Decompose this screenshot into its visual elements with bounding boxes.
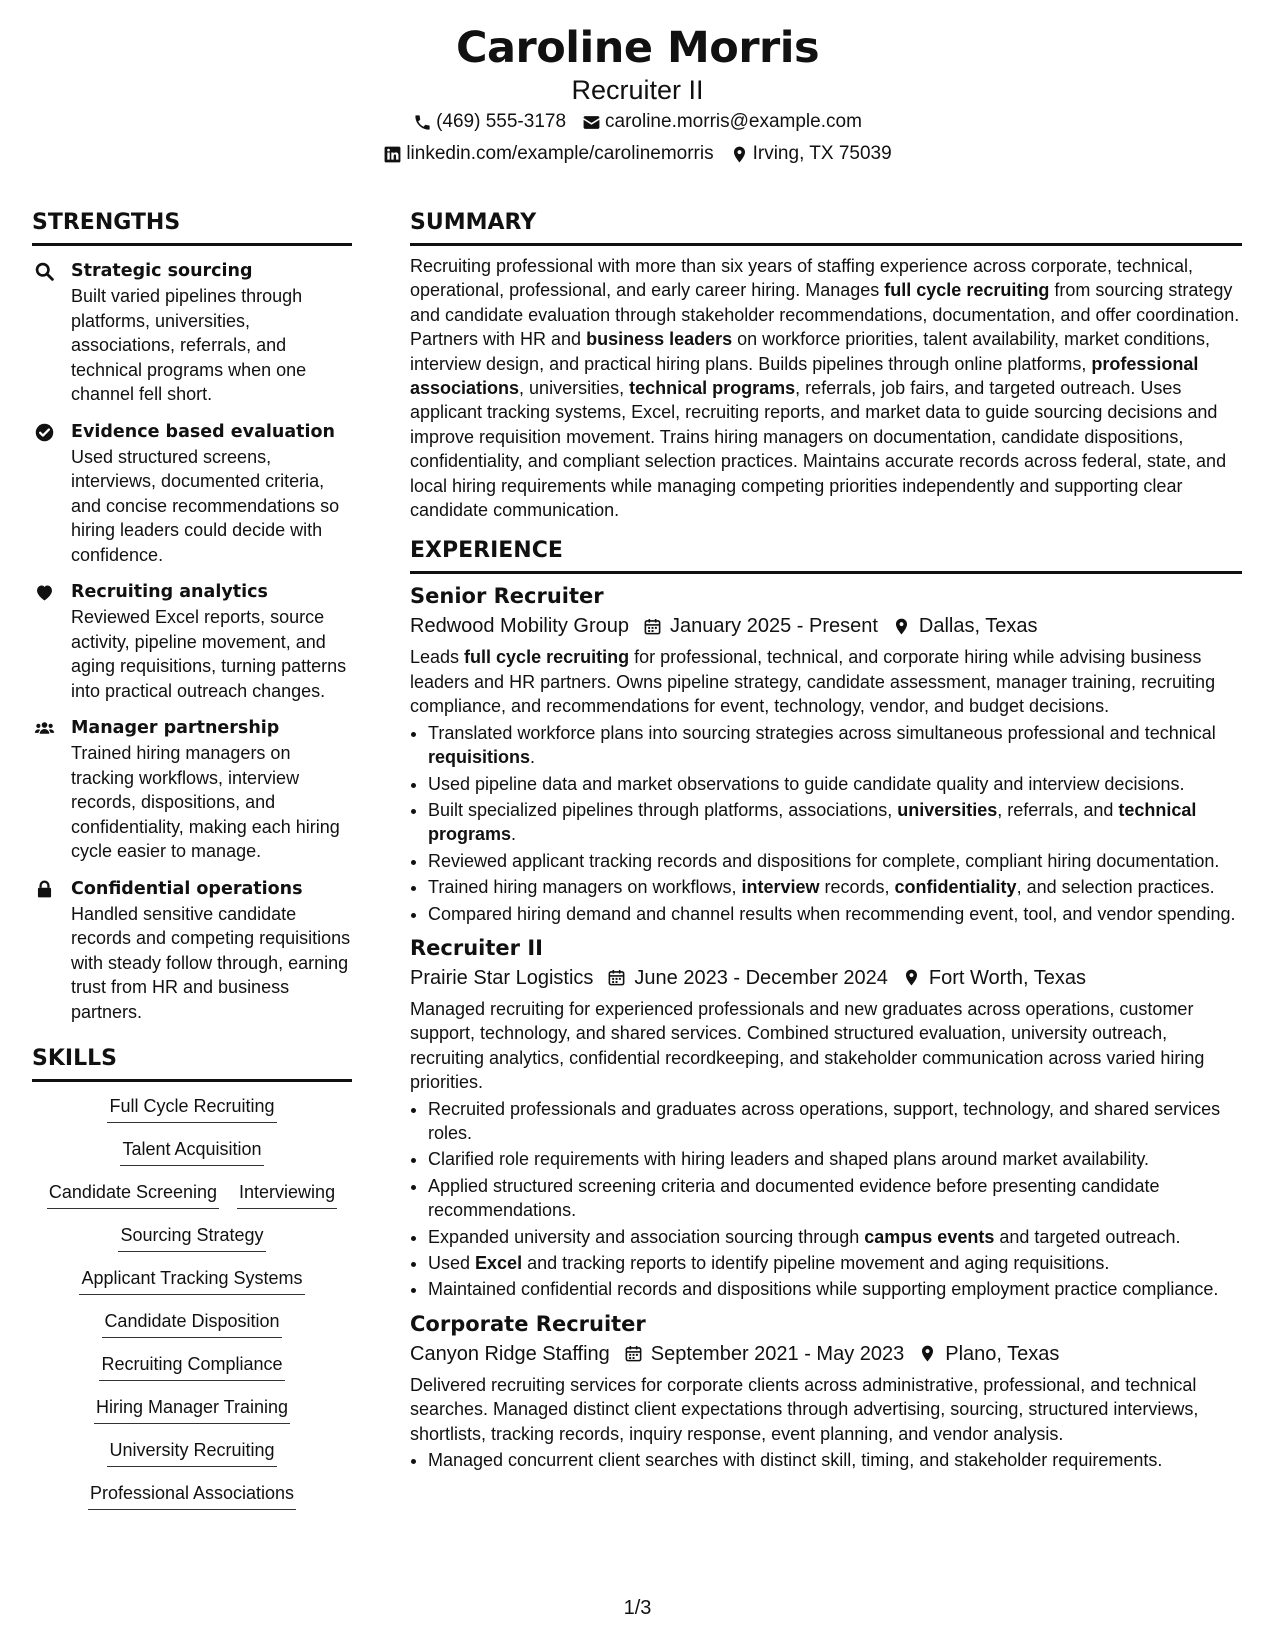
contact-row-2 — [0, 138, 1275, 170]
strength-desc: Used structured screens, interviews, documented criteria, and concise recommendations so hiring leaders could decide with confidence. — [71, 446, 340, 565]
skill-tag: Sourcing Strategy — [118, 1223, 265, 1252]
envelope-icon — [582, 113, 601, 132]
skill-tag: Candidate Disposition — [102, 1309, 281, 1338]
job-entry — [410, 934, 1242, 1302]
strength-desc: Built varied pipelines through platforms, universities, associations, referrals, and technical programs when one channel fell short. — [71, 286, 307, 404]
strengths-heading: STRENGTHS — [32, 208, 352, 246]
job-bullets — [410, 1097, 1242, 1302]
skill-tag: Recruiting Compliance — [99, 1352, 284, 1381]
skill-tag: University Recruiting — [107, 1438, 276, 1467]
experience-heading: EXPERIENCE — [410, 536, 1242, 574]
calendar-icon — [643, 617, 662, 636]
phone-icon — [413, 113, 432, 132]
skill-tag: Interviewing — [237, 1180, 337, 1209]
bullet-item: • Translated workforce plans into sourcing strategies across simultaneous professional and technical requisitions. — [428, 721, 1242, 770]
map-pin-icon — [902, 968, 921, 987]
job-title: Corporate Recruiter — [410, 1311, 646, 1336]
summary-part: on workforce priorities, talent availability, market conditions, interview design, and practical hiring plans. Builds pipelines through online platforms, — [410, 329, 1211, 374]
job-description: Delivered recruiting services for corporate clients across administrative, professional, and technical searches. Managed distinct client expectations through advertising, sourcing, structured interviews, shortlists, tracking records, inquiry response, event planning, and vendor analysis. — [410, 1374, 1199, 1444]
job-title: Recruiter II — [410, 935, 543, 960]
job-location: Plano, Texas — [945, 1342, 1060, 1365]
map-pin-icon — [918, 1344, 937, 1363]
strength-title: Strategic sourcing — [71, 261, 253, 281]
bullet-item: • Recruited professionals and graduates across operations, support, technology, and shared services roles. — [428, 1097, 1242, 1146]
strength-title: Evidence based evaluation — [71, 421, 335, 442]
bullet-item: • Reviewed applicant tracking records and dispositions for complete, compliant hiring documentation. — [428, 849, 1242, 873]
summary-text — [410, 254, 1242, 522]
phone-contact — [413, 106, 566, 138]
bullet-item: • Clarified role requirements with hiring leaders and shaped plans around market availability. — [428, 1147, 1242, 1171]
bullet-item: • Built specialized pipelines through platforms, associations, universities, referrals, and technical programs. — [428, 798, 1242, 847]
bullet-item: • Trained hiring managers on workflows, interview records, confidentiality, and selection practices. — [428, 875, 1242, 899]
skill-tag: Candidate Screening — [47, 1180, 219, 1209]
job-meta — [410, 612, 1242, 640]
map-pin-icon — [892, 617, 911, 636]
summary-bold: full cycle recruiting — [884, 280, 1050, 301]
company-name: Redwood Mobility Group — [410, 615, 629, 638]
summary-bold: business leaders — [586, 329, 733, 350]
strength-desc: Reviewed Excel reports, source activity, pipeline movement, and aging requisitions, turning patterns into practical outreach changes. — [71, 607, 347, 701]
bullet-item: • Used Excel and tracking reports to identify pipeline movement and aging requisitions. — [428, 1251, 1242, 1275]
calendar-icon — [624, 1344, 643, 1363]
bullet-item: • Managed concurrent client searches with distinct skill, timing, and stakeholder requirements. — [428, 1448, 1242, 1472]
location-text: Irving, TX 75039 — [752, 143, 892, 164]
candidate-name: Caroline Morris — [455, 23, 820, 73]
linkedin-icon — [383, 145, 402, 164]
map-pin-icon — [730, 145, 749, 164]
left-column — [32, 208, 352, 1524]
candidate-role: Recruiter II — [571, 75, 704, 105]
right-column — [410, 208, 1242, 1474]
strength-item — [32, 580, 352, 703]
heart-icon — [34, 582, 56, 604]
job-meta — [410, 1340, 1242, 1368]
skill-tag: Talent Acquisition — [120, 1137, 263, 1166]
skill-tag: Professional Associations — [88, 1481, 296, 1510]
job-dates: June 2023 - December 2024 — [634, 966, 888, 989]
job-location: Fort Worth, Texas — [928, 966, 1086, 989]
strength-item — [32, 716, 352, 864]
job-dates: January 2025 - Present — [670, 615, 878, 638]
job-bullets — [410, 1448, 1242, 1472]
email-contact[interactable] — [582, 106, 862, 138]
strength-item — [32, 259, 352, 407]
strength-item — [32, 420, 352, 568]
summary-part: , referrals, job fairs, and targeted outreach. Uses applicant tracking systems, Excel, recruiting reports, and market data to guide sourcing decisions and improve requisition movement. Trains hiring managers on documentation, candidate dispositions, confidentiality, and compliant selection practices. Maintains accurate records across federal, state, and local hiring requirements while managing competing priorities independently and supporting clear candidate communication. — [410, 378, 1227, 521]
desc-bold: full cycle recruiting — [464, 647, 630, 668]
summary-bold: professional associations — [410, 353, 1199, 399]
strength-title: Manager partnership — [71, 718, 280, 738]
linkedin-text[interactable]: linkedin.com/example/carolinemorris — [406, 143, 714, 164]
summary-heading: SUMMARY — [410, 208, 1242, 246]
job-dates: September 2021 - May 2023 — [650, 1342, 905, 1365]
job-description: Managed recruiting for experienced professionals and new graduates across operations, customer support, technology, and shared services. Combined structured evaluation, university outreach, recruiting analytics, confidential recordkeeping, and stakeholder communication across varied hiring priorities. — [410, 998, 1205, 1093]
skills-list — [32, 1094, 352, 1510]
job-bullets — [410, 721, 1242, 926]
page-number: 1/3 — [623, 1597, 652, 1619]
strength-title: Confidential operations — [71, 878, 303, 899]
skill-tag: Full Cycle Recruiting — [107, 1094, 276, 1123]
calendar-icon — [607, 968, 626, 987]
bullet-item: • Applied structured screening criteria and documented evidence before presenting candidate recommendations. — [428, 1174, 1242, 1223]
email-text[interactable]: caroline.morris@example.com — [605, 111, 862, 132]
bullet-item: • Used pipeline data and market observations to guide candidate quality and interview decisions. — [428, 772, 1242, 796]
bullet-item: • Maintained confidential records and dispositions while supporting employment practice compliance. — [428, 1277, 1242, 1301]
job-meta — [410, 964, 1242, 992]
skill-tag: Hiring Manager Training — [94, 1395, 290, 1424]
contact-row-1 — [0, 106, 1275, 138]
search-icon — [34, 261, 56, 283]
phone-text: (469) 555-3178 — [436, 111, 567, 132]
summary-part: from sourcing strategy and candidate evaluation through stakeholder recommendations, documentation, and offer coordination. Partners with HR and — [410, 280, 1240, 350]
company-name: Prairie Star Logistics — [410, 966, 594, 989]
strength-desc: Trained hiring managers on tracking workflows, interview records, dispositions, and confidentiality, making each hiring cycle easier to manage. — [71, 743, 340, 861]
bullet-item: • Compared hiring demand and channel results when recommending event, tool, and vendor spending. — [428, 902, 1242, 926]
linkedin-contact[interactable] — [383, 138, 713, 170]
summary-bold: technical programs — [629, 378, 796, 399]
bullet-item: • Expanded university and association sourcing through campus events and targeted outreach. — [428, 1225, 1242, 1249]
job-entry — [410, 1310, 1242, 1473]
strength-item — [32, 877, 352, 1025]
summary-part: , universities, — [519, 378, 630, 399]
lock-icon — [34, 879, 56, 901]
job-description — [410, 645, 1242, 718]
check-circle-icon — [34, 422, 56, 444]
summary-part: Recruiting professional with more than six years of staffing experience across corporate, technical, operational, professional, and early career hiring. Manages — [410, 256, 1194, 301]
desc-part: for professional, technical, and corporate hiring while advising business leaders and HR partners. Owns pipeline strategy, candidate assessment, manager training, recruiting compliance, and recommendations for event, technology, vendor, and budget decisions. — [410, 647, 1216, 717]
strength-desc: Handled sensitive candidate records and competing requisitions with steady follow through, earning trust from HR and business partners. — [71, 903, 351, 1022]
skills-heading: SKILLS — [32, 1044, 352, 1082]
users-icon — [34, 718, 56, 740]
company-name: Canyon Ridge Staffing — [410, 1342, 610, 1365]
strength-title: Recruiting analytics — [71, 582, 268, 602]
job-title: Senior Recruiter — [410, 584, 604, 609]
desc-part: Leads — [410, 647, 465, 668]
skill-tag: Applicant Tracking Systems — [79, 1266, 304, 1295]
resume-header — [0, 22, 1275, 170]
location-contact — [730, 138, 892, 170]
job-location: Dallas, Texas — [918, 615, 1038, 638]
job-entry — [410, 582, 1242, 925]
